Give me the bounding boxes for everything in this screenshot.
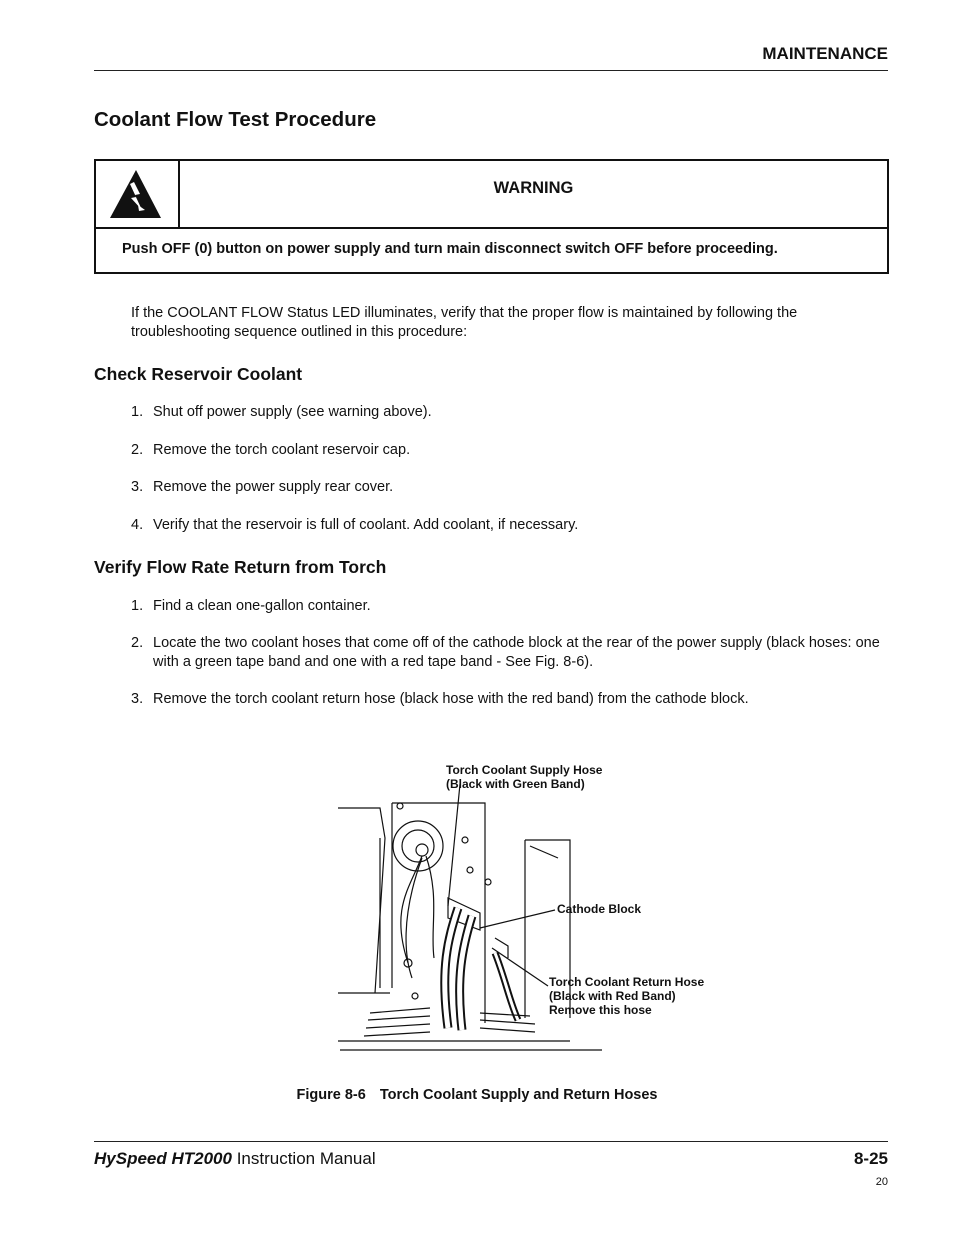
- list-text: Remove the torch coolant reservoir cap.: [153, 442, 411, 458]
- list-text: Shut off power supply (see warning above).: [153, 404, 432, 420]
- list-text: Verify that the reservoir is full of coolant. Add coolant, if necessary.: [153, 517, 579, 533]
- figure-title: Torch Coolant Supply and Return Hoses: [379, 1087, 658, 1103]
- warning-heading: WARNING: [493, 179, 574, 197]
- list-item: [131, 634, 883, 672]
- warning-text: Push OFF (0) button on power supply and turn main disconnect switch OFF before proceeding.: [122, 241, 778, 257]
- footer-page-number: 8-25: [853, 1149, 888, 1168]
- callout-remove-hose: Remove this hose: [549, 1003, 652, 1017]
- callout-return-hose: Torch Coolant Return Hose: [549, 975, 705, 989]
- callout-return-hose-band: (Black with Red Band): [549, 989, 676, 1003]
- section-label: MAINTENANCE: [762, 44, 888, 63]
- callout-cathode-block: Cathode Block: [557, 902, 642, 916]
- list-item: [131, 478, 871, 497]
- list-item: [131, 597, 871, 616]
- list-number: 1.: [131, 598, 144, 614]
- figure-coolant-hoses: [330, 758, 730, 1058]
- footer-page-index: 20: [875, 1176, 888, 1188]
- footer-rule: [94, 1141, 888, 1142]
- verify-flow-heading: Verify Flow Rate Return from Torch: [94, 557, 387, 577]
- warning-icon-cell: [96, 161, 180, 229]
- intro-line: troubleshooting sequence outlined in this procedure:: [131, 324, 468, 340]
- header-rule: [94, 70, 888, 71]
- coolant-hoses-illustration: [330, 758, 730, 1058]
- figure-number: Figure 8-6: [296, 1087, 366, 1103]
- list-item: [131, 403, 871, 422]
- electric-shock-warning-icon: [96, 161, 178, 227]
- list-text: Find a clean one-gallon container.: [153, 598, 371, 614]
- list-item: [131, 516, 871, 535]
- list-text: Remove the torch coolant return hose (black hose with the red band) from the cathode block.: [153, 691, 749, 707]
- warning-heading-cell: [180, 161, 887, 229]
- intro-paragraph: [131, 304, 871, 342]
- footer-manual: Instruction Manual: [236, 1149, 376, 1168]
- list-number: 4.: [131, 517, 144, 533]
- footer-title: [94, 1149, 376, 1169]
- list-item: [131, 690, 871, 709]
- warning-box: [94, 159, 889, 274]
- intro-line: If the COOLANT FLOW Status LED illuminates, verify that the proper flow is maintained by following the: [131, 305, 798, 321]
- list-number: 2.: [131, 635, 144, 651]
- list-text: Remove the power supply rear cover.: [153, 479, 394, 495]
- callout-supply-hose-band: (Black with Green Band): [446, 777, 585, 791]
- list-number: 3.: [131, 479, 144, 495]
- list-number: 1.: [131, 404, 144, 420]
- page-title: Coolant Flow Test Procedure: [94, 108, 377, 131]
- list-item: [131, 441, 871, 460]
- figure-caption: [0, 1087, 954, 1103]
- list-number: 3.: [131, 691, 144, 707]
- callout-supply-hose: Torch Coolant Supply Hose: [446, 763, 603, 777]
- footer-brand: HySpeed HT2000: [94, 1149, 232, 1168]
- check-reservoir-heading: Check Reservoir Coolant: [94, 364, 303, 384]
- list-number: 2.: [131, 442, 144, 458]
- list-text: Locate the two coolant hoses that come off of the cathode block at the rear of the power supply (black hoses: one with a green tape band and one with a red tape band - See Fig. 8-6).: [153, 635, 880, 670]
